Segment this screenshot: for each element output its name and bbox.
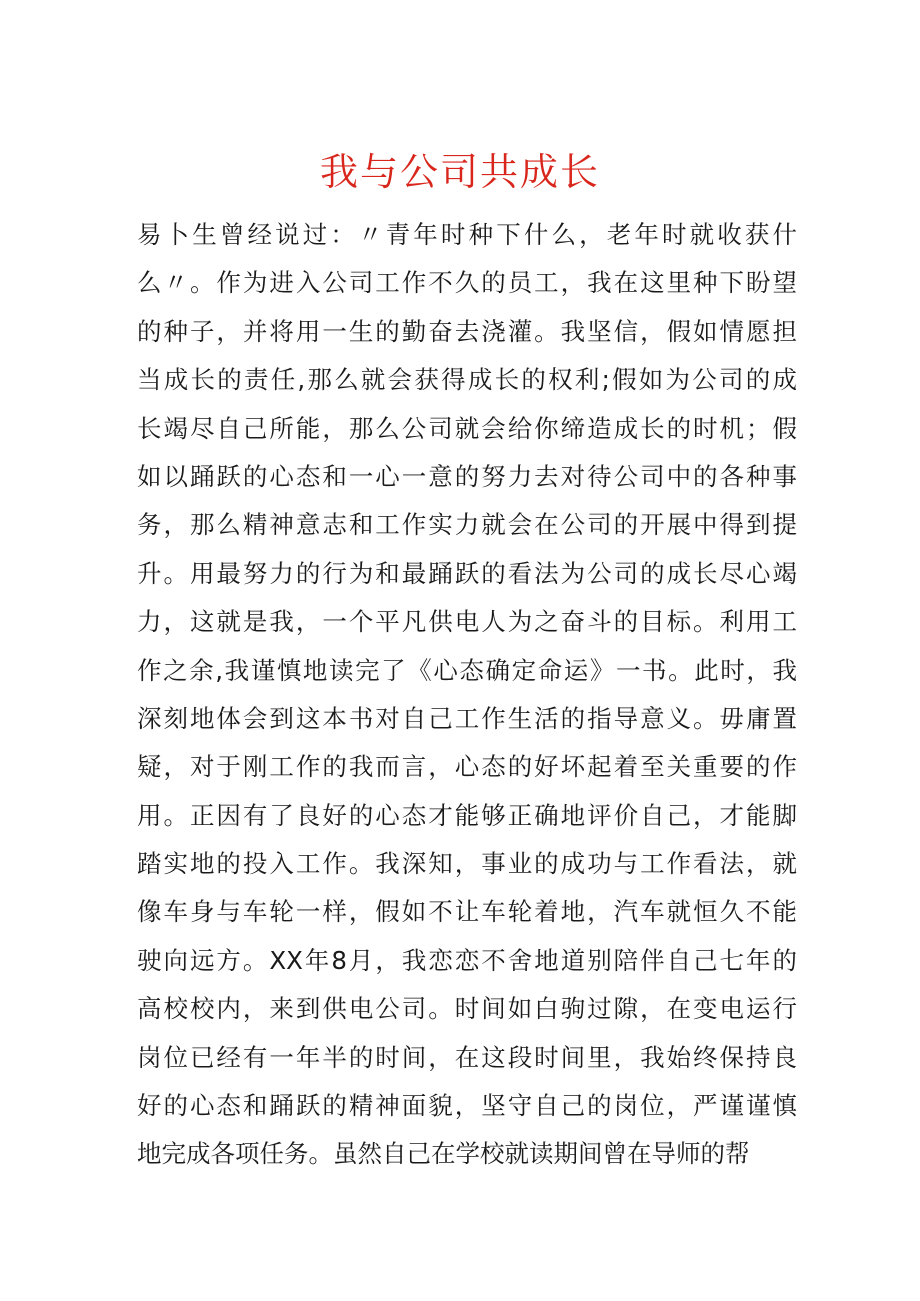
body-line: 踏实地的投入工作。我深知，事业的成功与工作看法，就 [137,849,797,879]
body-line: 用。正因有了良好的心态才能够正确地评价自己，才能脚 [137,800,797,830]
body-line: 驶向远方。XX年8月，我恋恋不舍地道别陪伴自己七年的 [137,945,797,975]
body-line: 像车身与车轮一样，假如不让车轮着地，汽车就恒久不能 [137,897,797,927]
body-line: 的种子，并将用一生的勤奋去浇灌。我坚信，假如情愿担 [137,316,797,346]
body-line: 升。用最努力的行为和最踊跃的看法为公司的成长尽心竭 [137,558,797,588]
body-line: 长竭尽自己所能，那么公司就会给你缔造成长的时机；假 [137,413,797,443]
document-body [137,211,797,1179]
body-line: 作之余,我谨慎地读完了《心态确定命运》一书。此时，我 [137,655,797,685]
body-line: 高校校内，来到供电公司。时间如白驹过隙，在变电运行 [137,994,797,1024]
body-line: 么〃。作为进入公司工作不久的员工，我在这里种下盼望 [137,268,797,298]
body-line: 力，这就是我，一个平凡供电人为之奋斗的目标。利用工 [137,607,797,637]
body-line: 务，那么精神意志和工作实力就会在公司的开展中得到提 [137,510,797,540]
body-line: 岗位已经有一年半的时间，在这段时间里，我始终保持良 [137,1042,797,1072]
body-line: 地完成各项任务。虽然自己在学校就读期间曾在导师的帮 [137,1139,750,1169]
body-line: 易卜生曾经说过：〃青年时种下什么，老年时就收获什 [137,220,797,249]
body-line: 疑，对于刚工作的我而言，心态的好坏起着至关重要的作 [137,752,797,782]
body-line: 好的心态和踊跃的精神面貌，坚守自己的岗位，严谨谨慎 [137,1091,797,1121]
body-line: 深刻地体会到这本书对自己工作生活的指导意义。毋庸置 [137,703,797,733]
document-title: 我与公司共成长 [319,150,600,194]
body-line: 如以踊跃的心态和一心一意的努力去对待公司中的各种事 [137,461,797,491]
body-line: 当成长的责任,那么就会获得成长的权利;假如为公司的成 [137,365,797,395]
